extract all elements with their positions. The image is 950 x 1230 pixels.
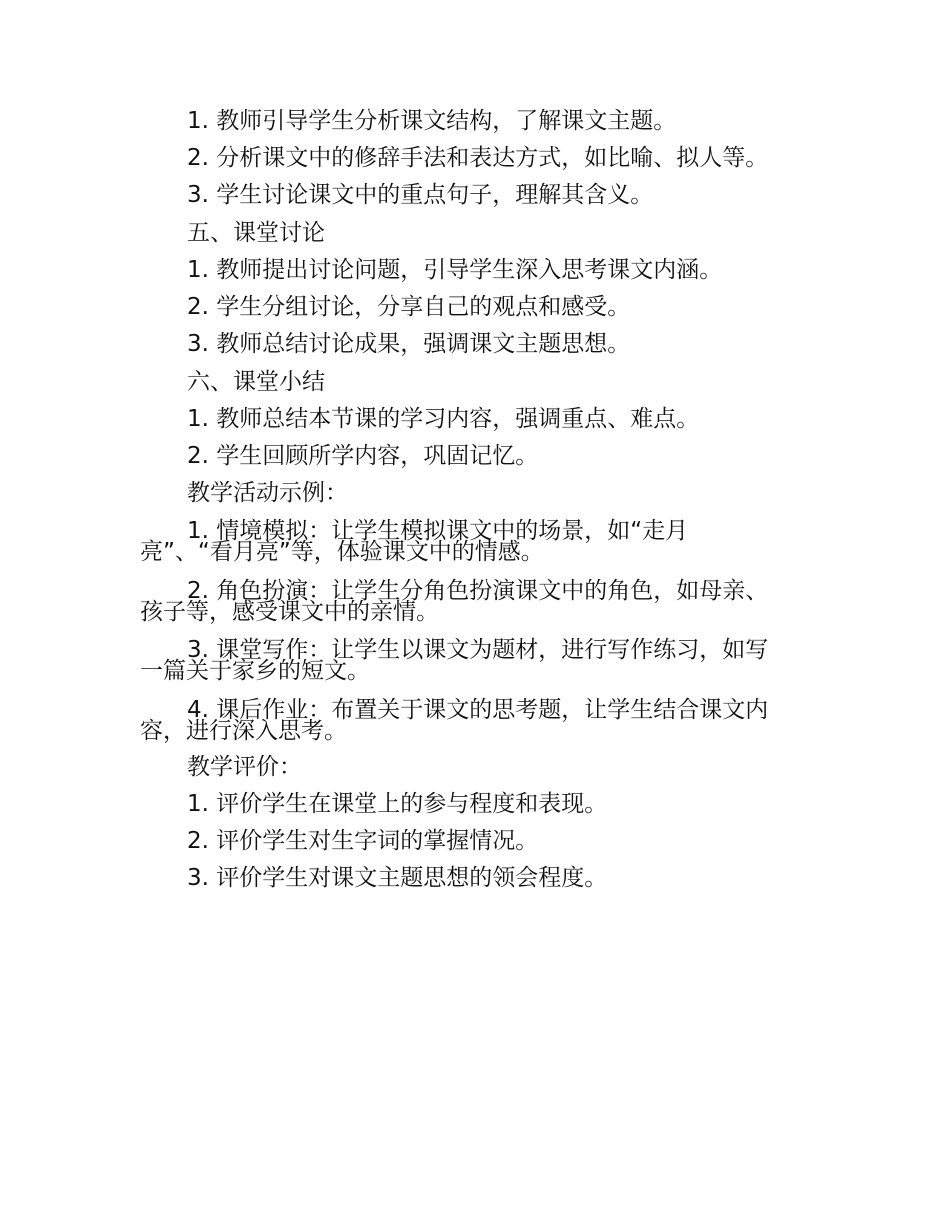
section-heading: 教学活动示例： [187, 480, 348, 506]
text-line-continuation: 孩子等，感受课文中的亲情。 [140, 599, 439, 625]
text-line: 3. 学生讨论课文中的重点句子，理解其含义。 [187, 182, 654, 208]
text-line: 2. 学生回顾所学内容，巩固记忆。 [187, 443, 539, 469]
text-line: 4. 课后作业：布置关于课文的思考题，让学生结合课文内 [187, 697, 769, 723]
text-line: 2. 分析课文中的修辞手法和表达方式，如比喻、拟人等。 [187, 145, 769, 171]
text-line: 1. 教师总结本节课的学习内容，强调重点、难点。 [187, 406, 700, 432]
text-line-continuation: 容，进行深入思考。 [140, 718, 347, 744]
text-line: 3. 教师总结讨论成果，强调课文主题思想。 [187, 331, 631, 357]
text-line-continuation: 亮”、“看月亮”等，体验课文中的情感。 [140, 539, 544, 565]
section-heading: 教学评价： [187, 754, 302, 780]
section-heading: 六、课堂小结 [187, 369, 325, 395]
text-line: 2. 评价学生对生字词的掌握情况。 [187, 828, 539, 854]
text-line: 3. 评价学生对课文主题思想的领会程度。 [187, 865, 608, 891]
text-line: 1. 评价学生在课堂上的参与程度和表现。 [187, 791, 608, 817]
text-line: 1. 情境模拟：让学生模拟课文中的场景，如“走月 [187, 518, 689, 544]
section-heading: 五、课堂讨论 [187, 220, 325, 246]
text-line: 3. 课堂写作：让学生以课文为题材，进行写作练习，如写 [187, 637, 769, 663]
text-line: 2. 学生分组讨论，分享自己的观点和感受。 [187, 294, 631, 320]
text-line: 2. 角色扮演：让学生分角色扮演课文中的角色，如母亲、 [187, 578, 769, 604]
text-line: 1. 教师引导学生分析课文结构，了解课文主题。 [187, 108, 677, 134]
text-line: 1. 教师提出讨论问题，引导学生深入思考课文内涵。 [187, 257, 723, 283]
text-line-continuation: 一篇关于家乡的短文。 [140, 658, 370, 684]
